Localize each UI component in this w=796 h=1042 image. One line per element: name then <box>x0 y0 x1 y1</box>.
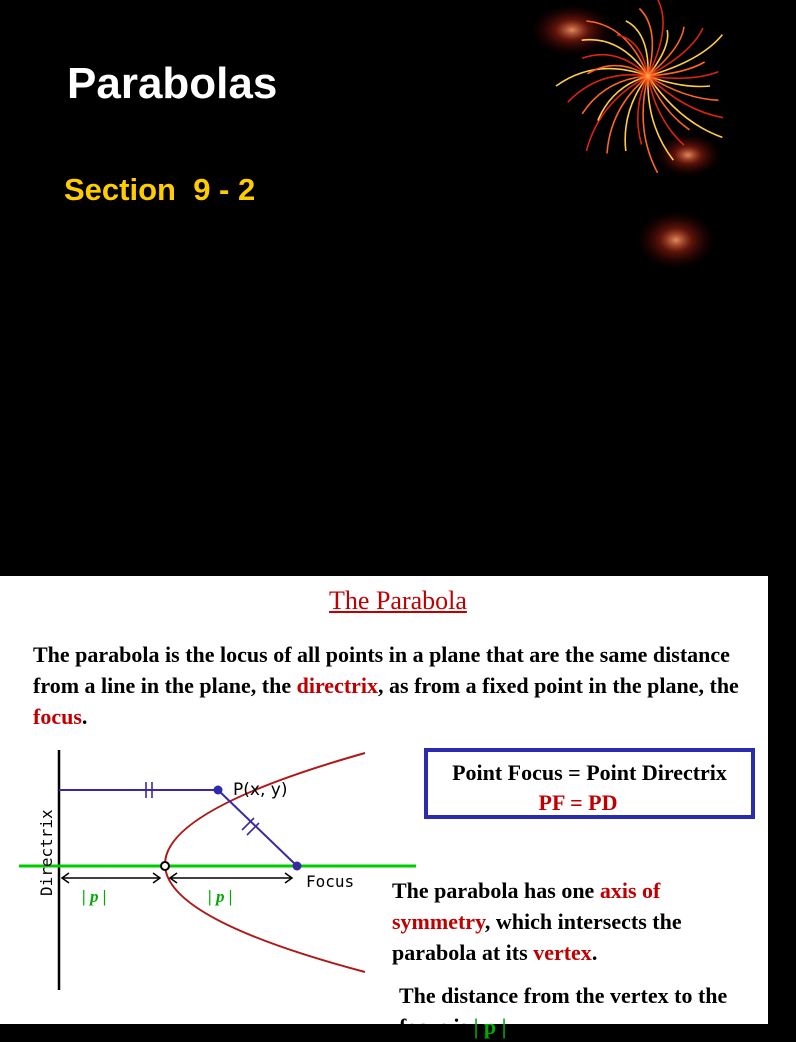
pf-pd-equation: PF = PD <box>538 790 618 815</box>
parabola-slide-title: The Parabola <box>329 586 467 615</box>
highlighted-term: focus <box>33 704 82 729</box>
parabola-diagram <box>0 744 420 1024</box>
vertex-point <box>161 862 169 870</box>
text-run: . <box>591 940 598 965</box>
directrix-label: Directrix <box>37 809 56 896</box>
distance-paragraph <box>399 980 769 1042</box>
equidistance-box <box>424 748 755 819</box>
p-label-left: | p | <box>82 887 107 906</box>
text-run: The parabola is the locus of all points in a plane that are the same distance from a line in the plane, the <box>33 642 730 698</box>
point-to-focus-segment <box>218 790 297 866</box>
highlighted-term: vertex <box>533 940 592 965</box>
highlighted-term: | p | <box>473 1014 507 1039</box>
text-run: The parabola has one <box>392 878 600 903</box>
point-equation: Point Focus = Point Directrix <box>452 760 727 785</box>
focus-label: Focus <box>306 872 355 891</box>
text-run: , which intersects the parabola at its <box>392 909 682 965</box>
highlighted-term: directrix <box>296 673 379 698</box>
highlighted-term: axis of symmetry <box>392 878 661 934</box>
slide-title: Parabolas <box>67 59 278 108</box>
p-label-right: | p | <box>208 887 233 906</box>
text-run: , as from a fixed point in the plane, the <box>378 673 739 698</box>
text-run: . <box>81 704 88 729</box>
parabola-slide <box>0 576 768 1039</box>
focus-point <box>293 862 302 871</box>
text-run: The distance from the vertex to the focus is <box>399 983 728 1039</box>
point-label: P(x, y) <box>233 780 288 800</box>
point-p <box>214 786 223 795</box>
definition-paragraph <box>33 639 753 732</box>
axis-paragraph <box>392 875 762 968</box>
firework-decoration <box>520 0 768 290</box>
section-subtitle: Section 9 - 2 <box>64 172 256 207</box>
